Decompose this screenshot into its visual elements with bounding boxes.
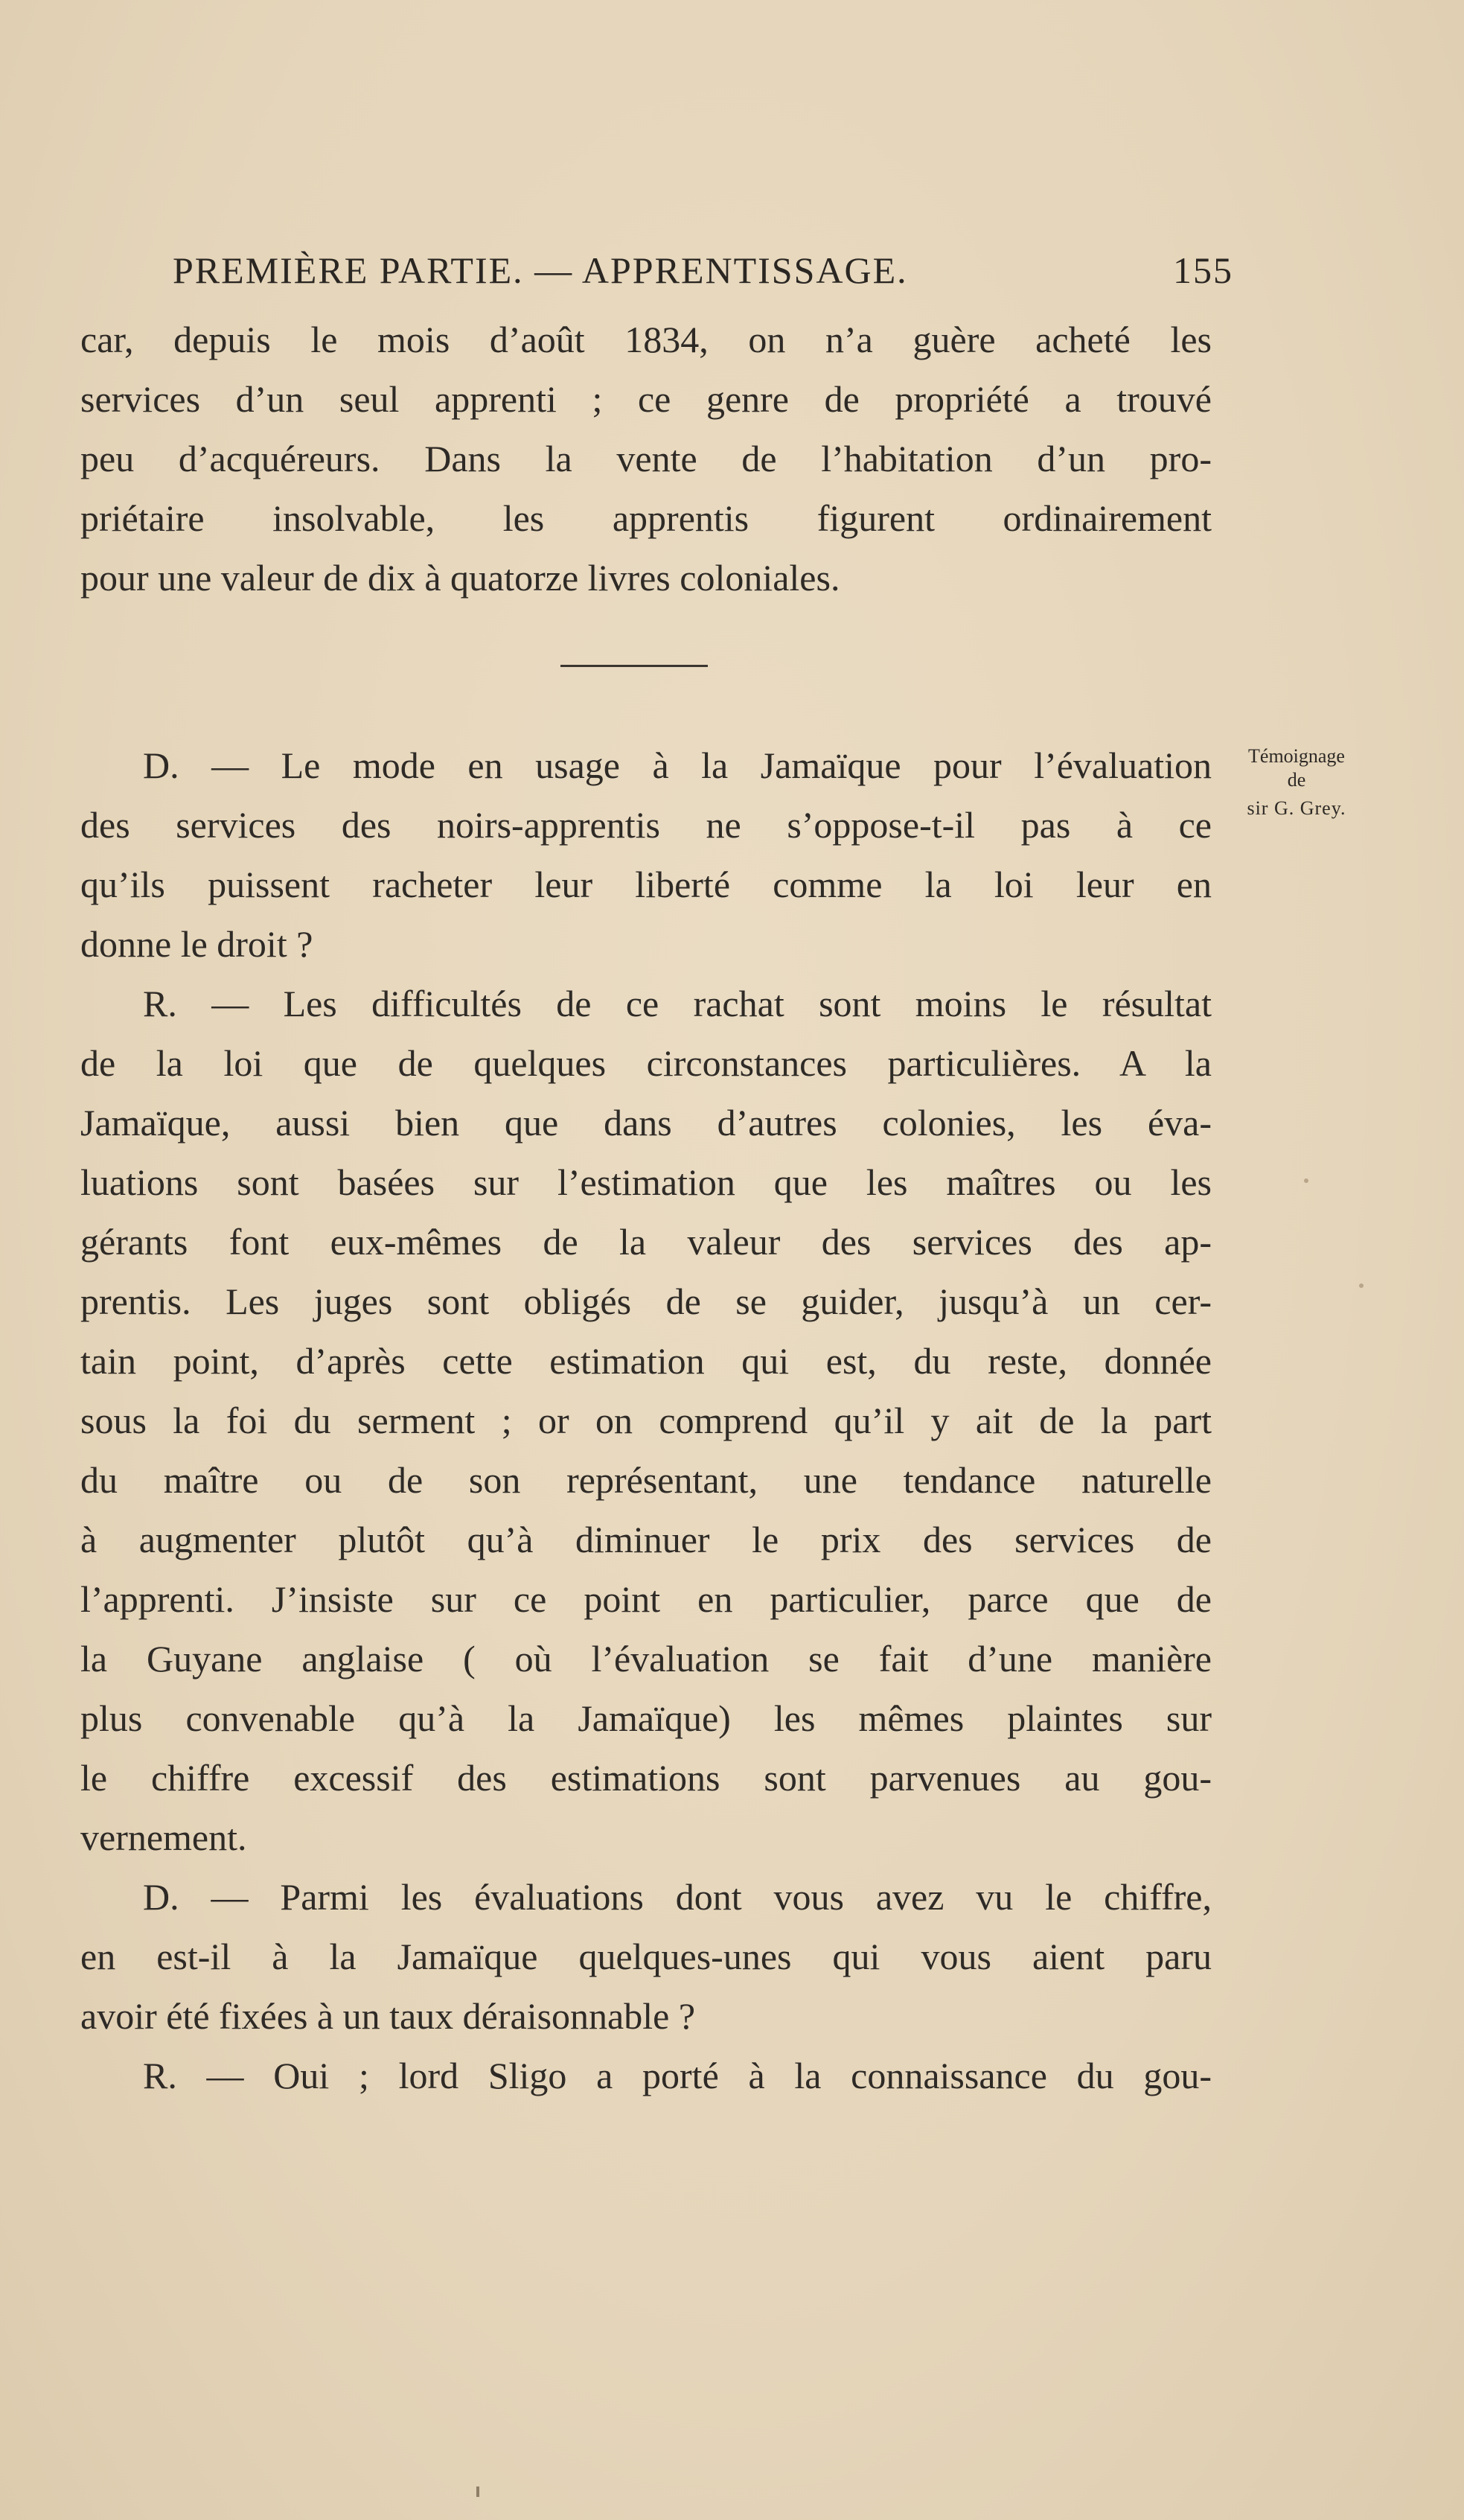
text-line: luations sont basées sur l’estimation que les maîtres ou les: [80, 1161, 1212, 1203]
testimony-section: [80, 736, 1212, 2105]
running-header-title: PREMIÈRE PARTIE. — APPRENTISSAGE.: [173, 249, 908, 291]
text-line: priétaire insolvable, les apprentis figurent ordinairement: [80, 497, 1212, 539]
text-line: tain point, d’après cette estimation qui est, du reste, donnée: [80, 1340, 1212, 1382]
answer-line: R. — Les difficultés de ce rachat sont moins le résultat: [143, 983, 1212, 1024]
text-line: en est-il à la Jamaïque quelques-unes qui vous aient paru: [80, 1936, 1212, 1977]
text-line: services d’un seul apprenti ; ce genre de propriété a trouvé: [80, 378, 1212, 420]
text-line: le chiffre excessif des estimations sont parvenues au gou-: [80, 1757, 1212, 1799]
text-line: gérants font eux-mêmes de la valeur des services des ap-: [80, 1221, 1212, 1263]
text-line: plus convenable qu’à la Jamaïque) les mêmes plaintes sur: [80, 1697, 1212, 1739]
text-line: prentis. Les juges sont obligés de se guider, jusqu’à un cer-: [80, 1280, 1212, 1322]
page-number: 155: [1173, 249, 1233, 291]
paragraph-continuation: [80, 310, 1212, 607]
section-divider: [560, 665, 708, 667]
text-line: de la loi que de quelques circonstances particulières. A la: [80, 1042, 1212, 1084]
question-line: D. — Le mode en usage à la Jamaïque pour l’évaluation: [143, 744, 1212, 786]
answer-line: R. — Oui ; lord Sligo a porté à la connaissance du gou-: [143, 2055, 1212, 2096]
text-line: avoir été fixées à un taux déraisonnable ?: [80, 1995, 696, 2037]
text-line: vernement.: [80, 1816, 247, 1858]
running-header: [173, 237, 1233, 304]
marginal-note: [1222, 744, 1371, 820]
question-line: D. — Parmi les évaluations dont vous avez vu le chiffre,: [143, 1876, 1212, 1918]
text-line: la Guyane anglaise ( où l’évaluation se fait d’une manière: [80, 1638, 1212, 1680]
text-line: peu d’acquéreurs. Dans la vente de l’habitation d’un pro-: [80, 438, 1212, 479]
paper-speck: [1359, 1283, 1364, 1288]
text-line: du maître ou de son représentant, une tendance naturelle: [80, 1459, 1212, 1501]
paper-mark: [476, 2486, 479, 2497]
text-line: pour une valeur de dix à quatorze livres coloniales.: [80, 557, 840, 599]
paper-speck: [1304, 1178, 1308, 1183]
marginal-note-line: Témoignage: [1248, 745, 1345, 767]
text-line: Jamaïque, aussi bien que dans d’autres colonies, les éva-: [80, 1102, 1212, 1143]
marginal-note-line: de: [1287, 769, 1306, 791]
text-line: des services des noirs-apprentis ne s’oppose-t-il pas à ce: [80, 804, 1212, 846]
text-line: donne le droit ?: [80, 923, 313, 965]
marginal-note-line: sir G. Grey.: [1247, 797, 1346, 819]
text-line: qu’ils puissent racheter leur liberté comme la loi leur en: [80, 864, 1212, 905]
text-line: car, depuis le mois d’août 1834, on n’a guère acheté les: [80, 319, 1212, 360]
text-line: sous la foi du serment ; or on comprend qu’il y ait de la part: [80, 1400, 1212, 1441]
text-line: l’apprenti. J’insiste sur ce point en particulier, parce que de: [80, 1578, 1212, 1620]
text-line: à augmenter plutôt qu’à diminuer le prix des services de: [80, 1519, 1212, 1560]
